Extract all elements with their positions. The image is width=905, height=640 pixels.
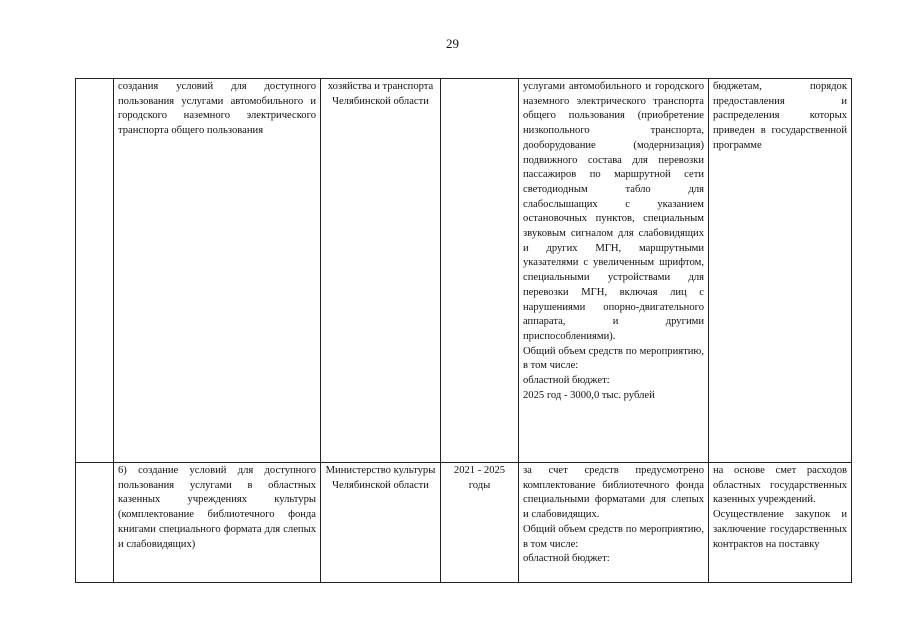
funding-cell [519,463,709,583]
executor-cell: хозяйства и транспорта Челябинской области [321,79,441,463]
row-number-cell [76,79,114,463]
table-row [76,463,852,583]
funding-source-label: областной бюджет: [523,553,610,565]
page-number: 29 [446,36,459,51]
funding-source-label: областной бюджет: [523,375,610,387]
basis-text: на основе смет расходов областных государственных казенных учреждений. [713,465,847,506]
funding-description: услугами автомобильного и городского наземного электрического транспорта общего пользования (приобретение низкопольного транспорта, дооборудование (модернизация) подвижного состава для перевозки пассажиров по маршрутной сети светодиодным табло для слабослышащих с указанием остановочных пунктов, специальным звуковым сигналом для слабовидящих и других МГН, маршрутными указателями с увеличенным шрифтом, специальными устройствами для перевозки МГН, включая лиц с нарушениями опорно-двигательного аппарата, и другими приспособлениями). [523,81,704,342]
basis-text: Осуществление закупок и заключение государственных контрактов на поставку [713,509,847,550]
period-cell: 2021 - 2025 годы [441,463,519,583]
activity-cell: создания условий для доступного пользования услугами автомобильного и городского наземного электрического транспорта общего пользования [114,79,321,463]
funding-total-label: Общий объем средств по мероприятию, в том числе: [523,345,704,372]
basis-cell: бюджетам, порядок предоставления и распределения которых приведен в государственной программе [709,79,852,463]
executor-cell: Министерство культуры Челябинской области [321,463,441,583]
table-row [76,79,852,463]
funding-description: за счет средств предусмотрено комплектование библиотечного фонда специальными форматами для слепых и слабовидящих. [523,465,704,521]
row-number-cell [76,463,114,583]
measures-table [75,78,852,583]
funding-amount: 2025 год - 3000,0 тыс. рублей [523,389,655,401]
basis-cell [709,463,852,583]
period-cell [441,79,519,463]
activity-cell: 6) создание условий для доступного пользования услугами в областных казенных учреждениях культуры (комплектование библиотечного фонда книгами специального формата для слепых и слабовидящих) [114,463,321,583]
funding-total-label: Общий объем средств по мероприятию, в том числе: [523,523,704,550]
funding-cell [519,79,709,463]
